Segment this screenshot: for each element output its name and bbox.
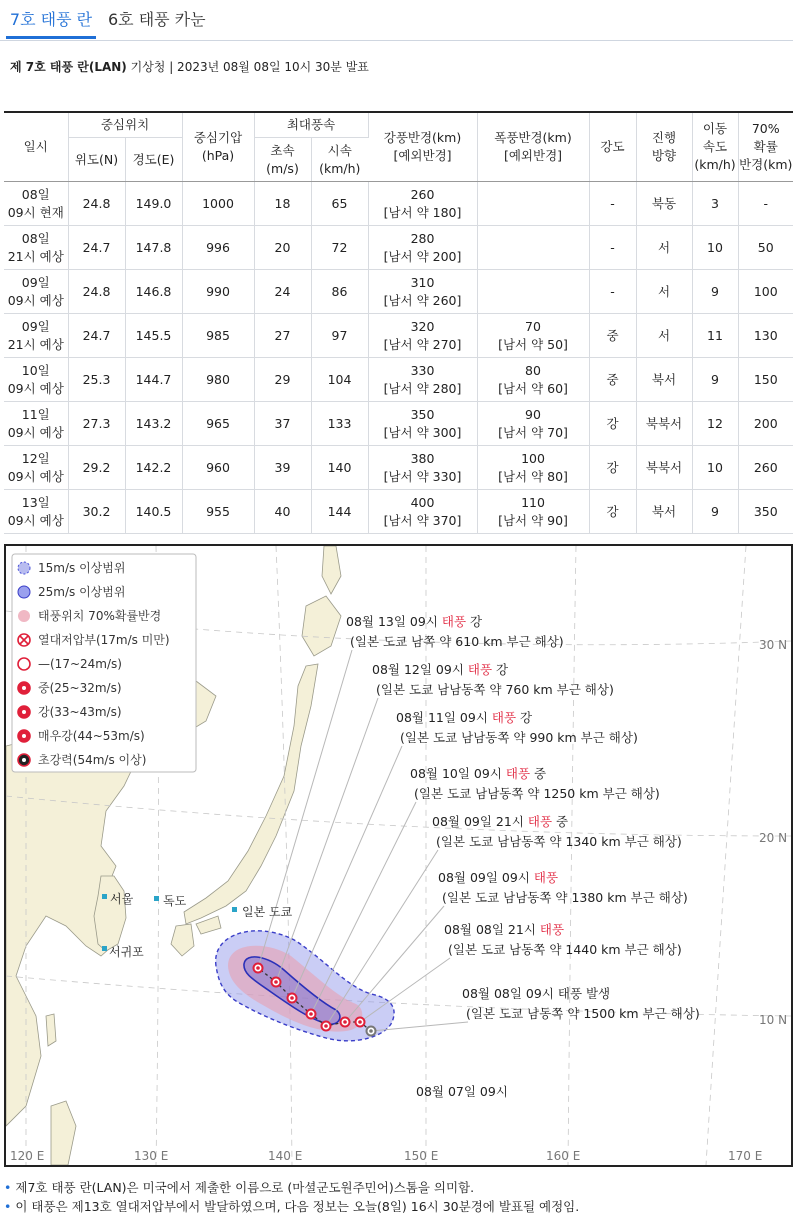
forecast-label-date: 08월 11일 09시 xyxy=(396,710,492,725)
place-seoul: 서울 xyxy=(110,892,134,906)
position-center xyxy=(343,1020,347,1024)
table-row xyxy=(4,490,793,534)
cell-direction: 북북서 xyxy=(636,402,692,446)
cell-pressure: 996 xyxy=(182,226,254,270)
forecast-label-kind: 태풍 xyxy=(491,710,517,725)
cell-wind-kmh: 144 xyxy=(311,490,368,534)
cell-probability: 260 xyxy=(738,446,793,490)
cell-speed: 10 xyxy=(692,446,738,490)
header-probability-radius: 70% 확률 반경(km) xyxy=(738,112,793,182)
cell-longitude: 145.5 xyxy=(125,314,182,358)
legend-label: 중(25~32m/s) xyxy=(38,681,122,695)
forecast-label-kind: 태풍 xyxy=(505,766,531,781)
header-time: 일시 xyxy=(4,112,68,182)
cell-longitude: 146.8 xyxy=(125,270,182,314)
cell-strong-radius: 310 [남서 약 260] xyxy=(368,270,477,314)
cell-direction: 북북서 xyxy=(636,446,692,490)
forecast-label-intensity: 중 xyxy=(530,766,547,781)
tab-typhoon-lan[interactable]: 7호 태풍 란 xyxy=(6,8,96,39)
header-intensity: 강도 xyxy=(589,112,636,182)
cell-pressure: 1000 xyxy=(182,182,254,226)
forecast-label-location: (일본 도쿄 남남동쪽 약 1380 km 부근 해상) xyxy=(442,890,688,905)
cell-direction: 서 xyxy=(636,314,692,358)
forecast-label-location: (일본 도쿄 남동쪽 약 1440 km 부근 해상) xyxy=(448,942,682,957)
place-seogwipo: 서귀포 xyxy=(109,945,144,959)
forecast-label-title xyxy=(410,766,546,781)
cell-wind-ms: 39 xyxy=(254,446,311,490)
forecast-label-location: (일본 도쿄 남쪽 약 610 km 부근 해상) xyxy=(350,634,564,649)
legend-label: 초강력(54m/s 이상) xyxy=(38,753,147,767)
lon-tick-140e: 140 E xyxy=(268,1149,303,1163)
cell-intensity: - xyxy=(589,226,636,270)
seogwipo-marker xyxy=(102,946,107,951)
cell-direction: 북서 xyxy=(636,490,692,534)
cell-wind-kmh: 104 xyxy=(311,358,368,402)
cell-strong-radius: 320 [남서 약 270] xyxy=(368,314,477,358)
cell-strong-radius: 380 [남서 약 330] xyxy=(368,446,477,490)
cell-direction: 서 xyxy=(636,270,692,314)
header-pressure: 중심기압 (hPa) xyxy=(182,112,254,182)
cell-latitude: 24.8 xyxy=(68,270,125,314)
place-tokyo: 일본 도쿄 xyxy=(242,905,293,919)
forecast-label-date: 08월 09일 21시 xyxy=(432,814,528,829)
legend-label: 열대저압부(17m/s 미만) xyxy=(38,633,170,647)
cell-pressure: 985 xyxy=(182,314,254,358)
cell-probability: - xyxy=(738,182,793,226)
legend-label: 25m/s 이상범위 xyxy=(38,585,126,599)
cell-probability: 150 xyxy=(738,358,793,402)
tab-typhoon-khanun[interactable]: 6호 태풍 카눈 xyxy=(108,10,206,29)
position-center xyxy=(369,1029,373,1033)
cell-storm-radius: 110 [남서 약 90] xyxy=(477,490,589,534)
forecast-label-kind: 태풍 xyxy=(539,922,565,937)
bulletin-title: 제 7호 태풍 란(LAN) xyxy=(10,60,127,74)
forecast-label-title xyxy=(432,814,568,829)
cell-speed: 11 xyxy=(692,314,738,358)
forecast-label-title xyxy=(372,662,508,677)
lon-tick-120e: 120 E xyxy=(10,1149,45,1163)
cell-longitude: 144.7 xyxy=(125,358,182,402)
cell-speed: 9 xyxy=(692,270,738,314)
table-row xyxy=(4,226,793,270)
position-center xyxy=(256,966,260,970)
cell-strong-radius: 400 [남서 약 370] xyxy=(368,490,477,534)
bulletin-header xyxy=(10,58,369,75)
cell-storm-radius: 80 [남서 약 60] xyxy=(477,358,589,402)
cell-longitude: 140.5 xyxy=(125,490,182,534)
cell-speed: 12 xyxy=(692,402,738,446)
cell-intensity: - xyxy=(589,270,636,314)
tropical-depression-icon xyxy=(18,632,170,647)
forecast-label-date: 08월 10일 09시 xyxy=(410,766,506,781)
place-dokdo: 독도 xyxy=(163,894,187,908)
cell-longitude: 147.8 xyxy=(125,226,182,270)
lon-tick-170e: 170 E xyxy=(728,1149,763,1163)
cell-latitude: 24.8 xyxy=(68,182,125,226)
header-wind-ms: 초속 (m/s) xyxy=(254,138,311,182)
cell-longitude: 143.2 xyxy=(125,402,182,446)
forecast-label-location: (일본 도쿄 남남동쪽 약 1340 km 부근 해상) xyxy=(436,834,682,849)
cell-wind-ms: 27 xyxy=(254,314,311,358)
cell-storm-radius: 70 [남서 약 50] xyxy=(477,314,589,358)
cell-intensity: 중 xyxy=(589,314,636,358)
position-center xyxy=(324,1024,328,1028)
pink-circle-icon xyxy=(18,608,161,623)
cell-time: 12일 09시 예상 xyxy=(4,446,68,490)
cell-pressure: 955 xyxy=(182,490,254,534)
cell-wind-kmh: 140 xyxy=(311,446,368,490)
header-direction: 진행 방향 xyxy=(636,112,692,182)
legend-label: 15m/s 이상범위 xyxy=(38,561,126,575)
note-name-origin xyxy=(4,1178,474,1196)
cell-strong-radius: 280 [남서 약 200] xyxy=(368,226,477,270)
cell-wind-kmh: 72 xyxy=(311,226,368,270)
cell-storm-radius: 100 [남서 약 80] xyxy=(477,446,589,490)
map-legend xyxy=(12,554,196,772)
typhoon-track-map xyxy=(4,544,793,1167)
cell-strong-radius: 350 [남서 약 300] xyxy=(368,402,477,446)
cell-storm-radius xyxy=(477,182,589,226)
cell-time: 09일 21시 예상 xyxy=(4,314,68,358)
header-speed: 이동 속도 (km/h) xyxy=(692,112,738,182)
forecast-label-date: 08월 08일 21시 xyxy=(444,922,540,937)
cell-direction: 북동 xyxy=(636,182,692,226)
forecast-label-intensity: 강 xyxy=(466,614,483,629)
legend-label: 매우강(44~53m/s) xyxy=(38,729,145,743)
cell-probability: 130 xyxy=(738,314,793,358)
forecast-label-date: 08월 13일 09시 xyxy=(346,614,442,629)
legend-label: 태풍위치 70%확률반경 xyxy=(38,609,162,623)
cell-pressure: 990 xyxy=(182,270,254,314)
forecast-label-title xyxy=(396,710,532,725)
bullet-icon: • xyxy=(4,1199,12,1214)
cell-speed: 10 xyxy=(692,226,738,270)
cell-probability: 200 xyxy=(738,402,793,446)
cell-strong-radius: 330 [남서 약 280] xyxy=(368,358,477,402)
lon-tick-160e: 160 E xyxy=(546,1149,581,1163)
forecast-label-date: 08월 12일 09시 xyxy=(372,662,468,677)
cell-speed: 9 xyxy=(692,358,738,402)
seoul-marker xyxy=(102,894,107,899)
cell-wind-ms: 20 xyxy=(254,226,311,270)
lat-tick-20n: 20 N xyxy=(759,831,788,845)
header-max-wind: 최대풍속 xyxy=(254,112,368,138)
cell-wind-ms: 18 xyxy=(254,182,311,226)
bulletin-issue-info: 기상청 | 2023년 08월 08일 10시 30분 발표 xyxy=(126,60,369,74)
forecast-label-kind: 태풍 xyxy=(441,614,467,629)
bullet-icon: • xyxy=(4,1180,12,1195)
past-position-label: 08월 07일 09시 xyxy=(416,1084,508,1099)
table-row xyxy=(4,358,793,402)
forecast-label-intensity: 강 xyxy=(516,710,533,725)
header-strong-wind-radius: 강풍반경(km) [예외반경] xyxy=(368,112,477,182)
cell-wind-kmh: 97 xyxy=(311,314,368,358)
lat-tick-10n: 10 N xyxy=(759,1013,788,1027)
forecast-label-title xyxy=(438,870,558,885)
cell-probability: 100 xyxy=(738,270,793,314)
cell-intensity: 강 xyxy=(589,446,636,490)
cell-probability: 50 xyxy=(738,226,793,270)
position-center xyxy=(274,980,278,984)
forecast-label-intensity: 중 xyxy=(552,814,569,829)
cell-storm-radius xyxy=(477,226,589,270)
forecast-label-title xyxy=(346,614,482,629)
cell-direction: 북서 xyxy=(636,358,692,402)
position-center xyxy=(358,1020,362,1024)
table-row xyxy=(4,402,793,446)
forecast-table xyxy=(4,111,793,534)
position-center xyxy=(309,1012,313,1016)
cell-time: 11일 09시 예상 xyxy=(4,402,68,446)
cell-latitude: 24.7 xyxy=(68,314,125,358)
lat-tick-30n: 30 N xyxy=(759,638,788,652)
lon-tick-150e: 150 E xyxy=(404,1149,439,1163)
legend-label: —(17~24m/s) xyxy=(38,657,122,671)
table-row xyxy=(4,314,793,358)
position-center xyxy=(290,996,294,1000)
cell-longitude: 149.0 xyxy=(125,182,182,226)
cell-storm-radius: 90 [남서 약 70] xyxy=(477,402,589,446)
cell-speed: 9 xyxy=(692,490,738,534)
cell-wind-kmh: 86 xyxy=(311,270,368,314)
cell-longitude: 142.2 xyxy=(125,446,182,490)
note-text: 제7호 태풍 란(LAN)은 미국에서 제출한 이름으로 (마셜군도원주민어)스톰을 의미함. xyxy=(15,1180,475,1195)
forecast-label-intensity: 강 xyxy=(492,662,509,677)
note-text: 이 태풍은 제13호 열대저압부에서 발달하였으며, 다음 정보는 오늘(8일) 16시 30분경에 발표될 예정임. xyxy=(15,1199,580,1214)
cell-latitude: 24.7 xyxy=(68,226,125,270)
cell-time: 13일 09시 예상 xyxy=(4,490,68,534)
forecast-label-date: 08월 08일 09시 태풍 발생 xyxy=(462,986,611,1001)
taiwan xyxy=(46,1014,56,1046)
tokyo-marker xyxy=(232,907,237,912)
cell-wind-ms: 37 xyxy=(254,402,311,446)
cell-strong-radius: 260 [남서 약 180] xyxy=(368,182,477,226)
forecast-label-kind: 태풍 xyxy=(533,870,559,885)
forecast-label-kind: 태풍 xyxy=(527,814,553,829)
cell-direction: 서 xyxy=(636,226,692,270)
table-row xyxy=(4,182,793,226)
cell-wind-ms: 24 xyxy=(254,270,311,314)
cell-time: 09일 09시 예상 xyxy=(4,270,68,314)
cell-pressure: 980 xyxy=(182,358,254,402)
cell-pressure: 965 xyxy=(182,402,254,446)
cell-intensity: 중 xyxy=(589,358,636,402)
header-latitude: 위도(N) xyxy=(68,138,125,182)
cell-time: 10일 09시 예상 xyxy=(4,358,68,402)
forecast-label-kind: 태풍 xyxy=(467,662,493,677)
dokdo-marker xyxy=(154,896,159,901)
note-next-bulletin xyxy=(4,1197,579,1215)
typhoon-super-icon xyxy=(18,752,146,767)
cell-storm-radius xyxy=(477,270,589,314)
tab-bar xyxy=(0,0,793,41)
cell-intensity: - xyxy=(589,182,636,226)
cell-intensity: 강 xyxy=(589,402,636,446)
header-center-position: 중심위치 xyxy=(68,112,182,138)
forecast-label-title xyxy=(444,922,564,937)
forecast-label-location: (일본 도쿄 남동쪽 약 1500 km 부근 해상) xyxy=(466,1006,700,1021)
cell-speed: 3 xyxy=(692,182,738,226)
forecast-label-date: 08월 09일 09시 xyxy=(438,870,534,885)
header-wind-kmh: 시속 (km/h) xyxy=(311,138,368,182)
lon-tick-130e: 130 E xyxy=(134,1149,169,1163)
cell-latitude: 25.3 xyxy=(68,358,125,402)
forecast-label-location: (일본 도쿄 남남동쪽 약 990 km 부근 해상) xyxy=(400,730,638,745)
forecast-label-location: (일본 도쿄 남남동쪽 약 760 km 부근 해상) xyxy=(376,682,614,697)
table-row xyxy=(4,446,793,490)
cell-wind-ms: 29 xyxy=(254,358,311,402)
header-longitude: 경도(E) xyxy=(125,138,182,182)
cell-wind-kmh: 65 xyxy=(311,182,368,226)
cell-pressure: 960 xyxy=(182,446,254,490)
table-row xyxy=(4,270,793,314)
cell-latitude: 29.2 xyxy=(68,446,125,490)
legend-label: 강(33~43m/s) xyxy=(38,705,122,719)
cell-time: 08일 21시 예상 xyxy=(4,226,68,270)
cell-intensity: 강 xyxy=(589,490,636,534)
cell-latitude: 27.3 xyxy=(68,402,125,446)
cell-probability: 350 xyxy=(738,490,793,534)
cell-time: 08일 09시 현재 xyxy=(4,182,68,226)
cell-latitude: 30.2 xyxy=(68,490,125,534)
forecast-label-location: (일본 도쿄 남남동쪽 약 1250 km 부근 해상) xyxy=(414,786,660,801)
cell-wind-kmh: 133 xyxy=(311,402,368,446)
forecast-label-title xyxy=(462,986,610,1001)
cell-wind-ms: 40 xyxy=(254,490,311,534)
header-storm-radius: 폭풍반경(km) [예외반경] xyxy=(477,112,589,182)
